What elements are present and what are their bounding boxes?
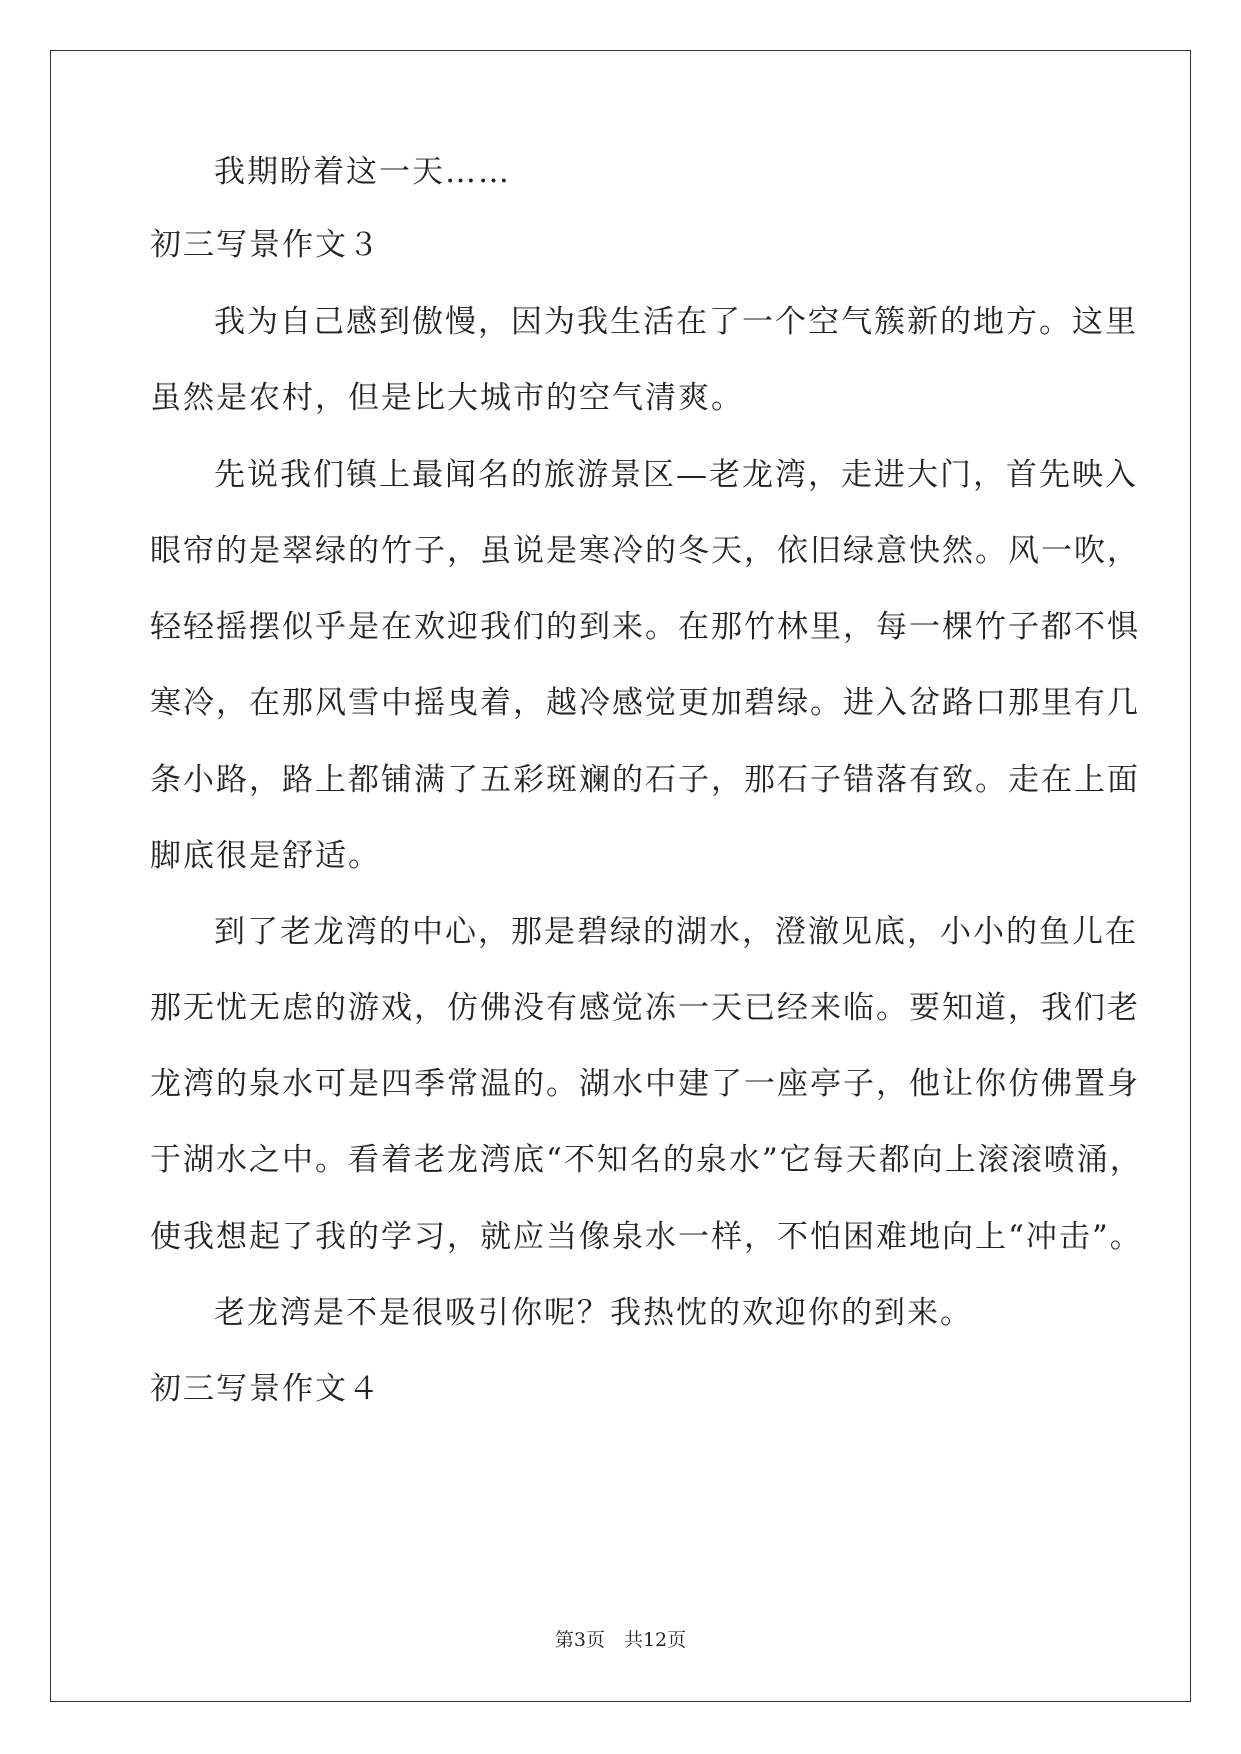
text-line: 使我想起了我的学习，就应当像泉水一样，不怕困难地向上“冲击”。	[150, 1219, 1143, 1255]
text-line: 眼帘的是翠绿的竹子，虽说是寒冷的冬天，依旧绿意快然。风一吹，	[150, 533, 1140, 569]
text-line: 先说我们镇上最闻名的旅游景区—老龙湾，走进大门，首先映入	[214, 457, 1138, 493]
text-line: 我为自己感到傲慢，因为我生活在了一个空气簇新的地方。这里	[214, 304, 1138, 340]
text-line: 寒冷，在那风雪中摇曳着，越冷感觉更加碧绿。进入岔路口那里有几	[150, 685, 1140, 721]
text-line: 于湖水之中。看着老龙湾底“不知名的泉水”它每天都向上滚滚喷涌，	[150, 1142, 1143, 1178]
text-line: 我期盼着这一天……	[214, 154, 511, 190]
text-line: 虽然是农村，但是比大城市的空气清爽。	[150, 380, 744, 416]
text-line: 轻轻摇摆似乎是在欢迎我们的到来。在那竹林里，每一棵竹子都不惧	[150, 609, 1140, 645]
section-heading: 初三写景作文３	[150, 227, 381, 263]
page-number: 第3页 共12页	[554, 1629, 687, 1651]
text-line: 到了老龙湾的中心，那是碧绿的湖水，澄澈见底，小小的鱼儿在	[214, 914, 1138, 950]
text-line: 老龙湾是不是很吸引你呢？我热忱的欢迎你的到来。	[214, 1295, 973, 1331]
text-line: 那无忧无虑的游戏，仿佛没有感觉冻一天已经来临。要知道，我们老	[150, 990, 1140, 1026]
text-line: 条小路，路上都铺满了五彩斑斓的石子，那石子错落有致。走在上面	[150, 762, 1140, 798]
section-heading: 初三写景作文４	[150, 1371, 381, 1407]
text-line: 龙湾的泉水可是四季常温的。湖水中建了一座亭子，他让你仿佛置身	[150, 1066, 1140, 1102]
text-line: 脚底很是舒适。	[150, 838, 381, 874]
page-frame	[50, 50, 1191, 1702]
